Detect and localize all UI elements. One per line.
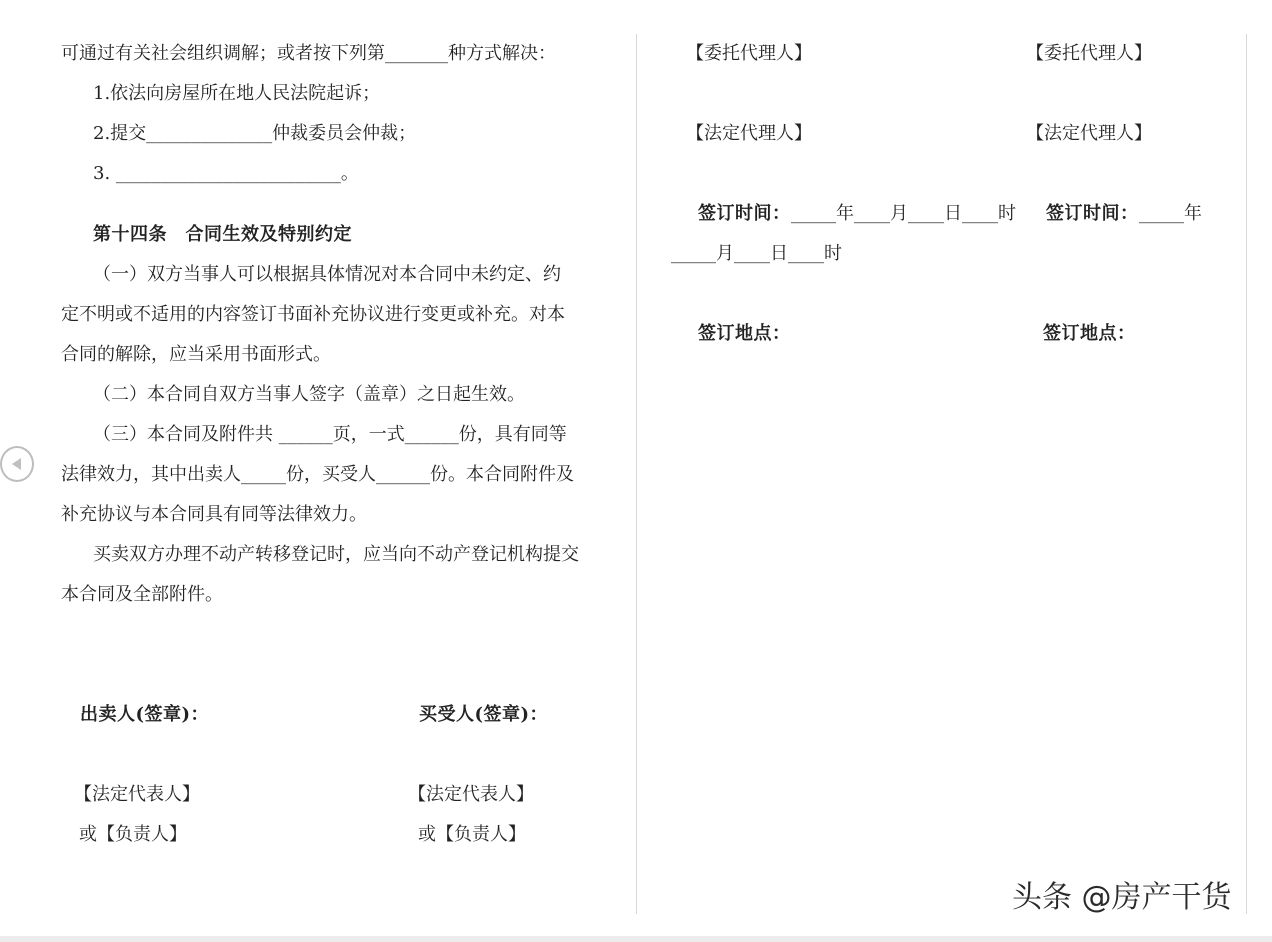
registration-line-1: 买卖双方办理不动产转移登记时，应当向不动产登记机构提交 [93, 544, 579, 565]
page-edge [1246, 34, 1247, 914]
buyer-signing-time-blanks-2: _____月____日____时 [671, 243, 842, 264]
buyer-signing-time-blanks-1: _____年 [1139, 203, 1202, 224]
clause-3-line-2: 法律效力，其中出卖人_____份，买受人______份。本合同附件及 [61, 464, 574, 485]
seller-responsible-person: 或【负责人】 [79, 824, 187, 845]
buyer-signing-place-label: 签订地点： [1043, 323, 1136, 344]
article-14-heading: 第十四条 合同生效及特别约定 [93, 224, 352, 245]
clause-1-line-2: 定不明或不适用的内容签订书面补充协议进行变更或补充。对本 [61, 304, 565, 325]
registration-line-2: 本合同及全部附件。 [61, 584, 223, 605]
buyer-legal-representative: 【法定代表人】 [408, 784, 534, 805]
watermark: 头条 @房产干货 [1012, 880, 1232, 915]
buyer-signing-time-label: 签订时间： [1046, 203, 1139, 224]
buyer-authorized-agent: 【委托代理人】 [1026, 43, 1152, 64]
seller-signature-label: 出卖人(签章)： [80, 704, 210, 725]
buyer-statutory-agent: 【法定代理人】 [1026, 123, 1152, 144]
clause-1-line-3: 合同的解除，应当采用书面形式。 [61, 344, 331, 365]
option-other: 3. _________________________。 [93, 163, 359, 184]
option-arbitration: 2.提交______________仲裁委员会仲裁； [93, 123, 417, 144]
seller-authorized-agent: 【委托代理人】 [686, 43, 812, 64]
seller-signing-time-blanks: _____年____月____日____时 [791, 203, 1016, 224]
clause-2: （二）本合同自双方当事人签字（盖章）之日起生效。 [93, 384, 525, 405]
seller-legal-representative: 【法定代表人】 [74, 784, 200, 805]
option-court: 1.依法向房屋所在地人民法院起诉； [93, 83, 381, 104]
seller-statutory-agent: 【法定代理人】 [686, 123, 812, 144]
bottom-strip [0, 936, 1272, 942]
buyer-responsible-person: 或【负责人】 [418, 824, 526, 845]
clause-1-line-1: （一）双方当事人可以根据具体情况对本合同中未约定、约 [93, 264, 561, 285]
column-divider [636, 34, 637, 914]
clause-3-line-1: （三）本合同及附件共 ______页，一式______份，具有同等 [93, 424, 567, 445]
dispute-resolution-line: 可通过有关社会组织调解；或者按下列第_______种方式解决： [61, 43, 556, 64]
seller-signing-time-label: 签订时间： [698, 203, 791, 224]
chevron-left-icon [10, 456, 24, 472]
seller-signing-place-label: 签订地点： [698, 323, 791, 344]
buyer-signature-label: 买受人(签章)： [419, 704, 549, 725]
previous-page-button[interactable] [0, 446, 34, 482]
clause-3-line-3: 补充协议与本合同具有同等法律效力。 [61, 504, 367, 525]
